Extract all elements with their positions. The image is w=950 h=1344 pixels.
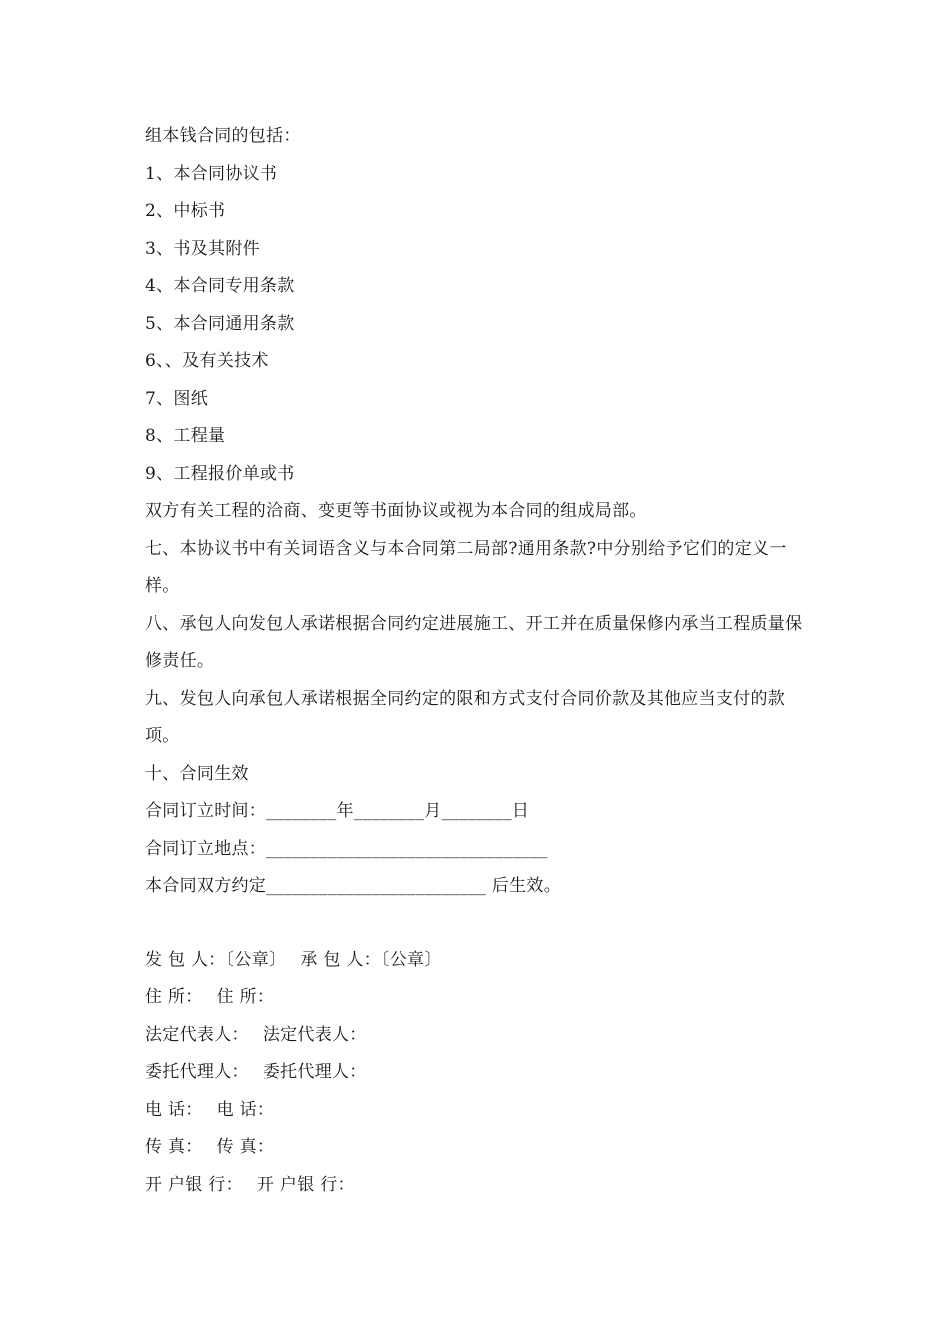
clause-eight: 八、承包人向发包人承诺根据合同约定进展施工、开工并在质量保修内承当工程质量保修责任。 <box>145 613 803 671</box>
employer-address-label: 住 所： <box>145 987 203 1007</box>
bank-row <box>145 1167 805 1205</box>
contractor-bank-label: 开 户银 行： <box>256 1174 355 1195</box>
list-item: 6、、及有关技术 <box>145 351 269 371</box>
signature-block <box>145 942 805 1205</box>
contractor-legal-rep-label: 法定代表人： <box>262 1024 367 1045</box>
list-item: 3、书及其附件 <box>145 238 260 259</box>
list-item: 1、本合同协议书 <box>145 163 278 184</box>
effective-condition-field: 本合同双方约定_________________________ 后生效。 <box>145 876 562 896</box>
clause-nine: 九、发包人向承包人承诺根据全同约定的限和方式支付合同价款及其他应当支付的款项。 <box>145 688 786 746</box>
note-text: 双方有关工程的洽商、变更等书面协议或视为本合同的组成局部。 <box>145 501 647 521</box>
contractor-phone-label: 电 话： <box>216 1099 275 1120</box>
address-row <box>145 979 805 1017</box>
section-spacer <box>145 906 805 942</box>
intro-text: 组本钱合同的包括： <box>145 126 301 146</box>
agent-row <box>145 1054 805 1092</box>
employer-seal-label: 发 包 人：〔公章〕 <box>145 949 287 970</box>
sign-place-field: 合同订立地点：________________________________ <box>145 838 548 859</box>
employer-bank-label: 开 户银 行： <box>145 1174 243 1195</box>
contractor-address-label: 住 所： <box>216 987 275 1007</box>
seal-row <box>145 942 805 980</box>
sign-time-field: 合同订立时间：________年________月________日 <box>145 801 530 821</box>
contractor-seal-label: 承 包 人：〔公章〕 <box>300 949 442 970</box>
employer-legal-rep-label: 法定代表人： <box>145 1024 249 1045</box>
fax-row <box>145 1129 805 1167</box>
list-item: 2、中标书 <box>145 201 226 221</box>
employer-phone-label: 电 话： <box>145 1099 203 1120</box>
employer-fax-label: 传 真： <box>145 1137 203 1157</box>
clause-ten: 十、合同生效 <box>145 763 249 784</box>
contractor-fax-label: 传 真： <box>216 1137 275 1157</box>
legal-rep-row <box>145 1017 805 1055</box>
list-item: 9、工程报价单或书 <box>145 463 295 484</box>
contract-page <box>145 118 805 1204</box>
document-list <box>145 156 805 494</box>
clause-seven: 七、本协议书中有关词语含义与本合同第二局部?通用条款?中分别给予它们的定义一样。 <box>145 538 787 596</box>
list-item: 4、本合同专用条款 <box>145 276 295 296</box>
list-item: 5、本合同通用条款 <box>145 313 295 334</box>
contractor-agent-label: 委托代理人： <box>262 1062 367 1082</box>
employer-agent-label: 委托代理人： <box>145 1062 249 1082</box>
list-item: 8、工程量 <box>145 426 226 446</box>
phone-row <box>145 1092 805 1130</box>
list-item: 7、图纸 <box>145 388 209 409</box>
